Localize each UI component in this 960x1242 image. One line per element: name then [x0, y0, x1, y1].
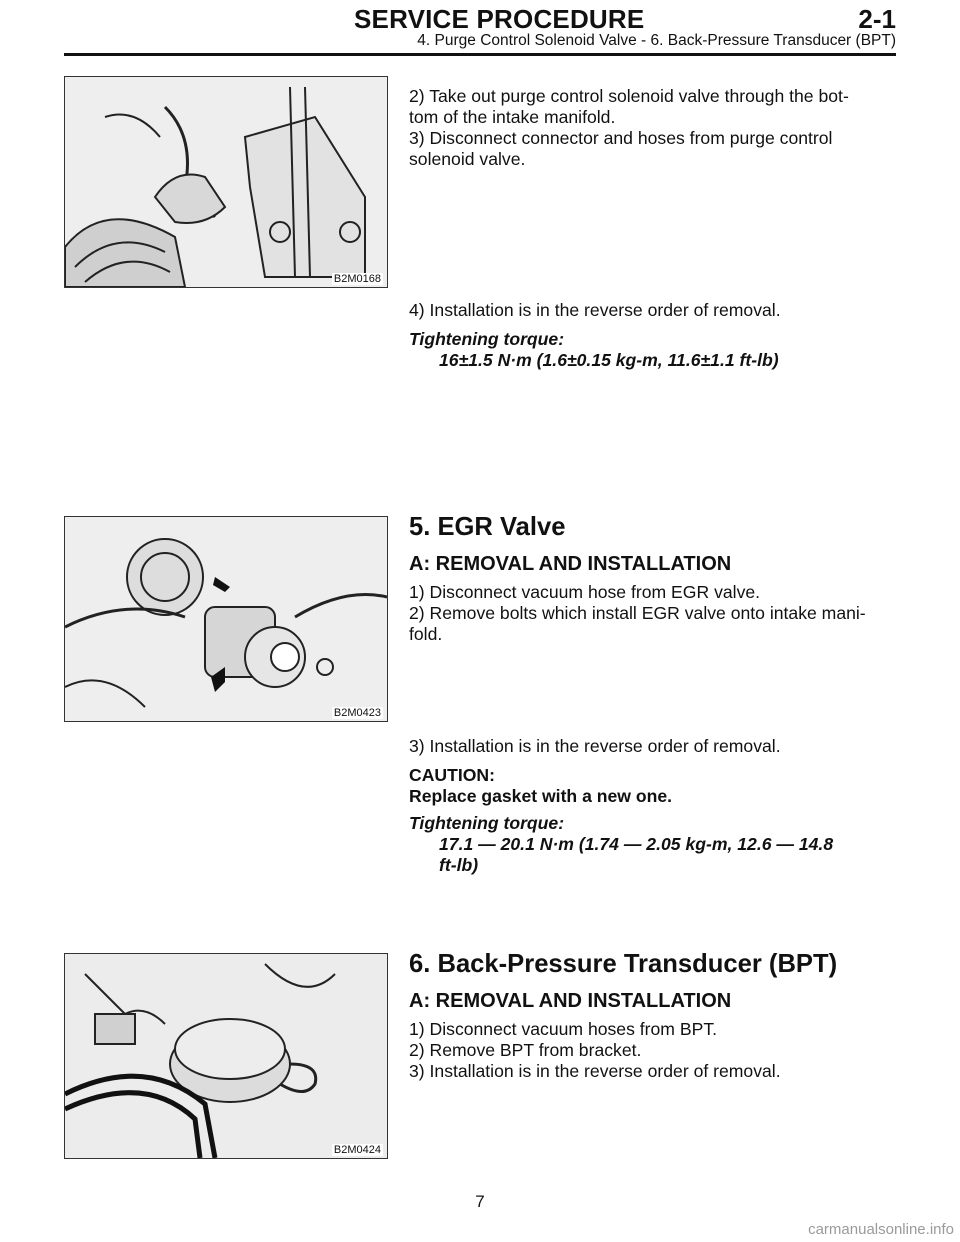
section-6-subtitle: A: REMOVAL AND INSTALLATION: [409, 990, 732, 1012]
bpt-step-2: 2) Remove BPT from bracket.: [409, 1040, 642, 1060]
figure-egr-valve: [64, 516, 388, 722]
section-number: 2-1: [858, 4, 896, 34]
figure-bpt: [64, 953, 388, 1159]
engine-photo-icon: [65, 517, 387, 721]
step-3-cont: solenoid valve.: [409, 149, 526, 169]
figure-label: B2M0423: [333, 707, 381, 719]
torque-label: Tightening torque:: [409, 813, 565, 833]
step-2: 2) Take out purge control solenoid valve through the bot-: [409, 86, 849, 106]
page-subtitle: 4. Purge Control Solenoid Valve - 6. Back-Pressure Transducer (BPT): [417, 32, 896, 49]
page-title: SERVICE PROCEDURE: [354, 4, 645, 34]
bpt-step-1: 1) Disconnect vacuum hoses from BPT.: [409, 1019, 718, 1039]
egr-step-1: 1) Disconnect vacuum hose from EGR valve.: [409, 582, 761, 602]
egr-step-2: 2) Remove bolts which install EGR valve onto intake mani-: [409, 603, 866, 623]
section-6-title: 6. Back-Pressure Transducer (BPT): [409, 950, 838, 978]
figure-label: B2M0168: [333, 273, 381, 285]
egr-step-3: 3) Installation is in the reverse order of removal.: [409, 736, 781, 756]
egr-step-2-cont: fold.: [409, 624, 443, 644]
engine-photo-icon: [65, 954, 387, 1158]
section-4-install: [409, 300, 879, 371]
step-3: 3) Disconnect connector and hoses from purge control: [409, 128, 833, 148]
figure-purge-valve: [64, 76, 388, 288]
section-5-title: 5. EGR Valve: [409, 513, 566, 541]
section-5: [409, 512, 879, 645]
torque-label: Tightening torque:: [409, 329, 565, 349]
bpt-step-3: 3) Installation is in the reverse order of removal.: [409, 1061, 781, 1081]
step-2-cont: tom of the intake manifold.: [409, 107, 616, 127]
torque-value-cont: ft-lb): [439, 855, 479, 875]
step-4: 4) Installation is in the reverse order of removal.: [409, 300, 781, 320]
caution-text: Replace gasket with a new one.: [409, 786, 673, 806]
section-5-subtitle: A: REMOVAL AND INSTALLATION: [409, 553, 732, 575]
torque-value: 17.1 — 20.1 N·m (1.74 — 2.05 kg-m, 12.6 — 14.8: [439, 834, 834, 854]
section-6: [409, 949, 879, 1082]
watermark: carmanualsonline.info: [808, 1221, 954, 1238]
caution-label: CAUTION:: [409, 765, 496, 785]
section-4-text: [409, 86, 879, 170]
engine-photo-icon: [65, 77, 387, 287]
header-rule: [64, 53, 896, 56]
page-number: 7: [475, 1192, 485, 1211]
torque-value: 16±1.5 N·m (1.6±0.15 kg-m, 11.6±1.1 ft-lb): [439, 350, 779, 370]
section-5-install: [409, 736, 879, 876]
figure-label: B2M0424: [333, 1144, 381, 1156]
